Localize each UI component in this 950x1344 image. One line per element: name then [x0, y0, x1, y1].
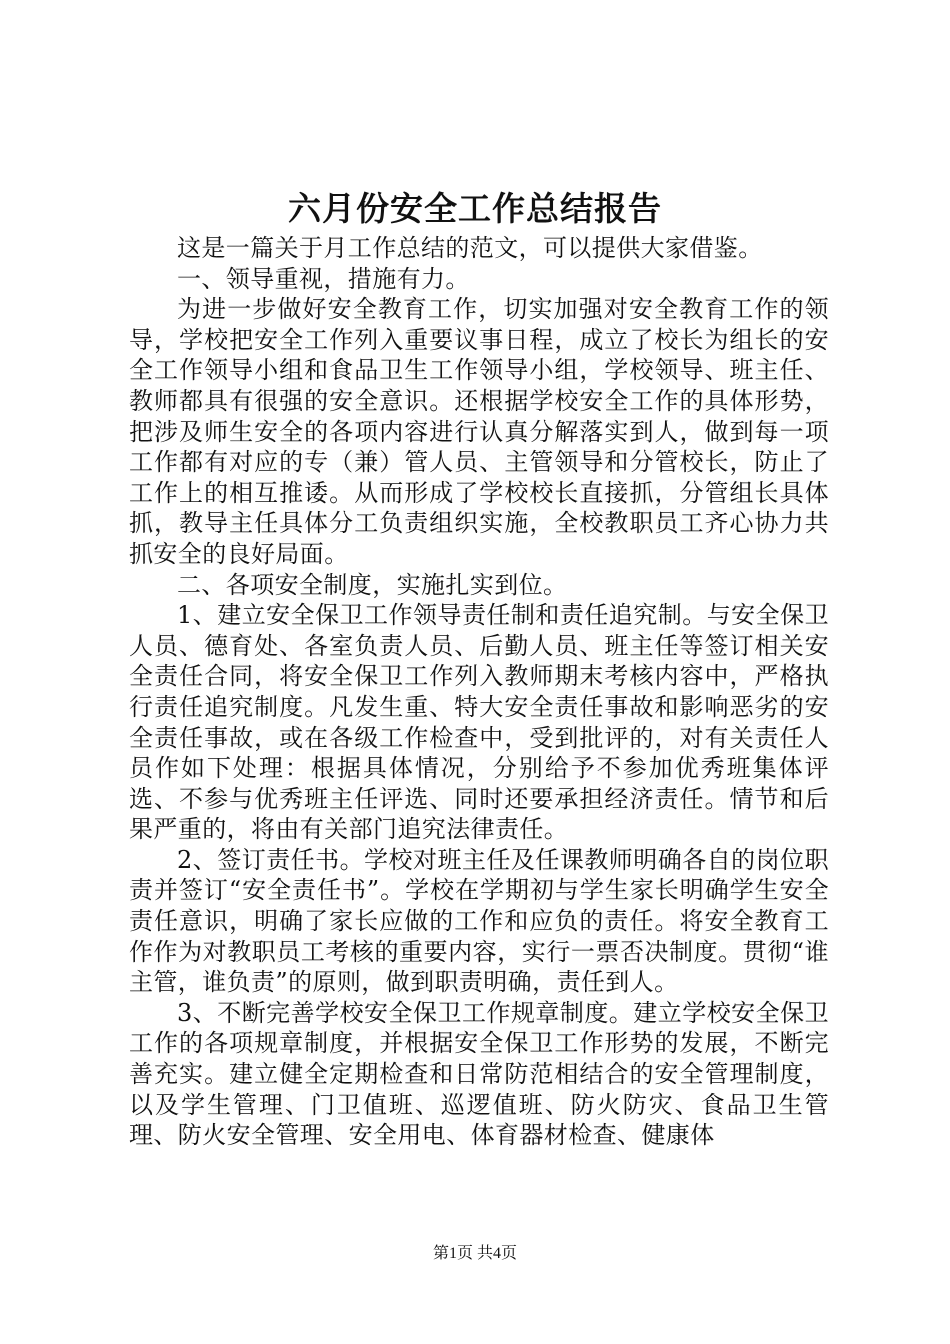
body-paragraph: 1、建立安全保卫工作领导责任制和责任追究制。与安全保卫人员、德育处、各室负责人员、后勤人员、班主任等签订相关安全责任合同，将安全保卫工作列入教师期末考核内容中，严格执行责任追究制度。凡发生重、特大安全责任事故和影响恶劣的安全责任事故，或在各级工作检查中，受到批评的，对有关责任人员作如下处理：根据具体情况，分别给予不参加优秀班集体评选、不参与优秀班主任评选、同时还要承担经济责任。情节和后果严重的，将由有关部门追究法律责任。	[129, 601, 829, 844]
body-paragraph: 3、不断完善学校安全保卫工作规章制度。建立学校安全保卫工作的各项规章制度，并根据安全保卫工作形势的发展，不断完善充实。建立健全定期检查和日常防范相结合的安全管理制度，以及学生管理、门卫值班、巡逻值班、防火防灾、食品卫生管理、防火安全管理、安全用电、体育器材检查、健康体	[129, 998, 829, 1150]
document-title: 六月份安全工作总结报告	[288, 189, 662, 228]
page-number-footer: 第1页 共4页	[432, 1245, 517, 1262]
document-body	[129, 233, 829, 1151]
section-heading-1: 一、领导重视，措施有力。	[177, 264, 470, 293]
body-paragraph: 2、签订责任书。学校对班主任及任课教师明确各自的岗位职责并签订“安全责任书”。学校在学期初与学生家长明确学生安全责任意识，明确了家长应做的工作和应负的责任。将安全教育工作作为对教职员工考核的重要内容，实行一票否决制度。贯彻“谁主管，谁负责”的原则，做到职责明确，责任到人。	[129, 845, 829, 997]
intro-paragraph: 这是一篇关于月工作总结的范文，可以提供大家借鉴。	[177, 234, 763, 262]
section-heading-2: 二、各项安全制度，实施扎实到位。	[177, 570, 568, 599]
body-paragraph: 为进一步做好安全教育工作，切实加强对安全教育工作的领导，学校把安全工作列入重要议事日程，成立了校长为组长的安全工作领导小组和食品卫生工作领导小组，学校领导、班主任、教师都具有很强的安全意识。还根据学校安全工作的具体形势，把涉及师生安全的各项内容进行认真分解落实到人，做到每一项工作都有对应的专（兼）管人员、主管领导和分管校长，防止了工作上的相互推诿。从而形成了学校校长直接抓，分管组长具体抓，教导主任具体分工负责组织实施，全校教职员工齐心协力共抓安全的良好局面。	[129, 295, 829, 568]
